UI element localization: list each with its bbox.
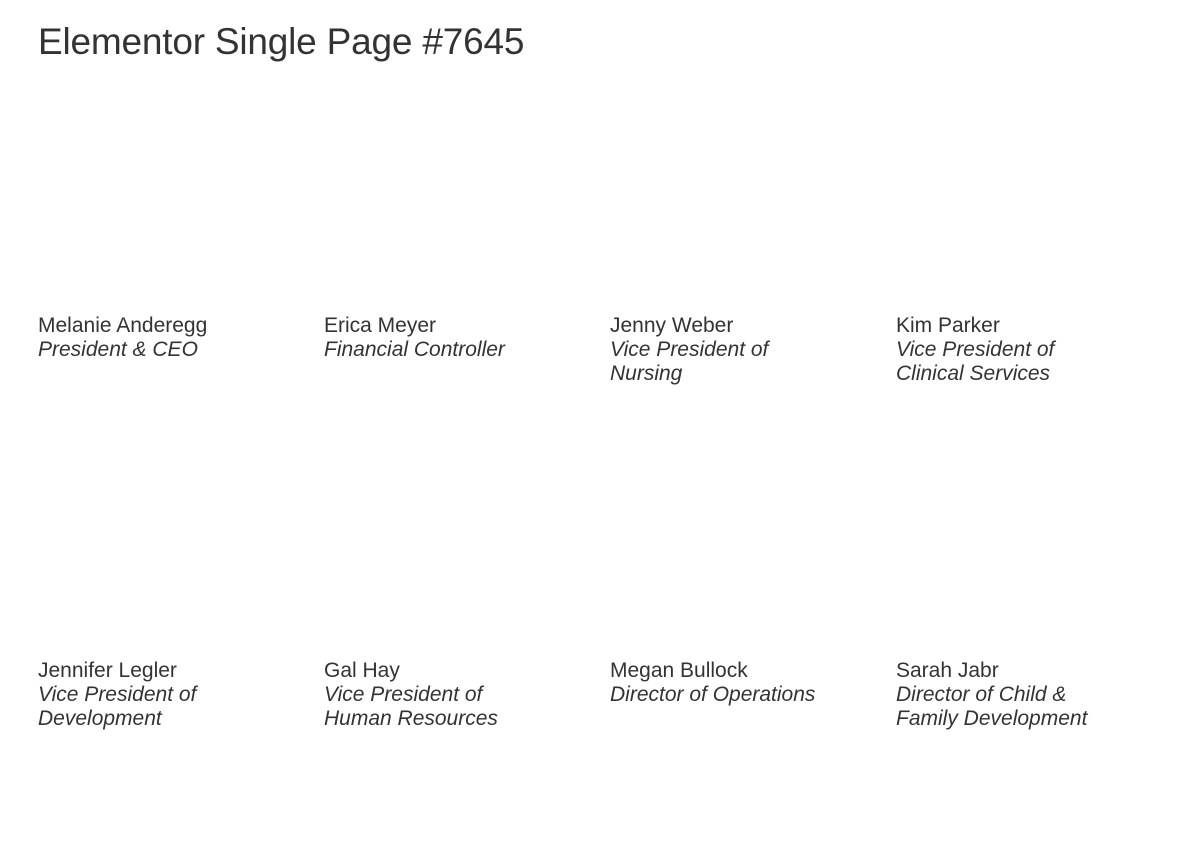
team-member-card bbox=[324, 314, 586, 362]
team-member-role: President & CEO bbox=[38, 338, 198, 361]
team-member-name: Gal Hay bbox=[324, 659, 400, 682]
team-member-card bbox=[610, 659, 872, 707]
team-member-role: Vice President of Development bbox=[38, 683, 197, 730]
team-member-name: Melanie Anderegg bbox=[38, 314, 208, 337]
team-member-card bbox=[38, 659, 238, 731]
team-member-role: Vice President of Nursing bbox=[610, 338, 769, 385]
team-member-name: Jenny Weber bbox=[610, 314, 734, 337]
team-member-card bbox=[896, 314, 1096, 386]
team-member-role: Director of Operations bbox=[610, 683, 816, 706]
team-member-card bbox=[610, 314, 810, 386]
team-member-role: Director of Child & Family Development bbox=[896, 683, 1088, 730]
team-member-card bbox=[324, 659, 524, 731]
team-member-name: Erica Meyer bbox=[324, 314, 437, 337]
team-member-role: Vice President of Clinical Services bbox=[896, 338, 1055, 385]
team-member-role: Financial Controller bbox=[324, 338, 505, 361]
page-title: Elementor Single Page #7645 bbox=[38, 21, 525, 62]
team-member-card bbox=[896, 659, 1126, 731]
team-member-name: Kim Parker bbox=[896, 314, 1000, 337]
team-member-card bbox=[38, 314, 300, 362]
team-member-name: Megan Bullock bbox=[610, 659, 748, 682]
team-member-role: Vice President of Human Resources bbox=[324, 683, 498, 730]
team-member-name: Jennifer Legler bbox=[38, 659, 177, 682]
team-member-name: Sarah Jabr bbox=[896, 659, 999, 682]
